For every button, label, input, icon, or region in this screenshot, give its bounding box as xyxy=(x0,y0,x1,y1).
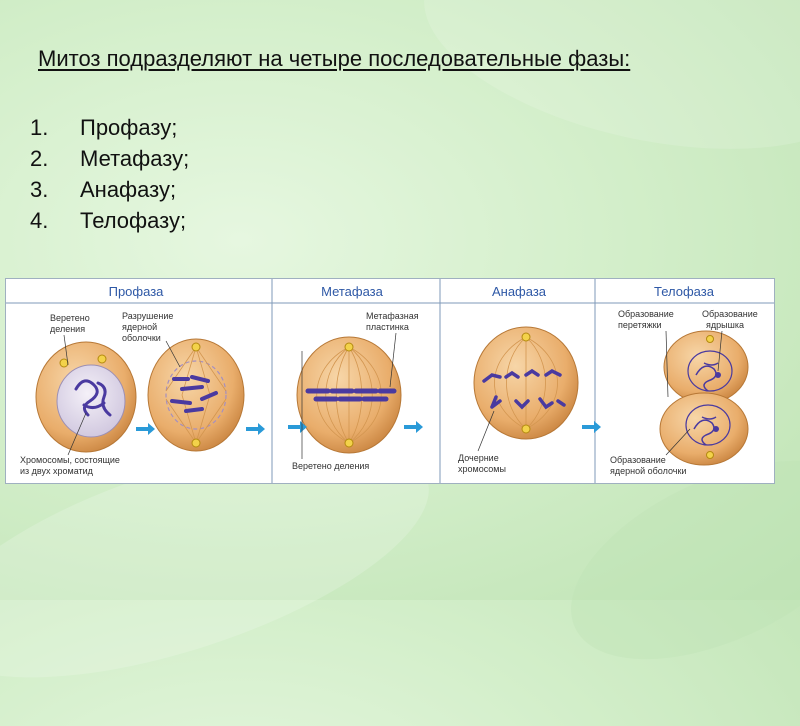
label-spindle-l2: деления xyxy=(50,324,86,334)
label-spindle-l1: Веретено xyxy=(50,313,90,323)
nucleolus xyxy=(713,426,719,432)
list-item xyxy=(30,112,189,143)
mitosis-figure xyxy=(5,278,775,484)
centrosome xyxy=(192,343,200,351)
list-item xyxy=(30,174,189,205)
label-constriction-l2: перетяжки xyxy=(618,320,662,330)
label-spindle-full: Веретено деления xyxy=(292,461,370,471)
list-label: Профазу; xyxy=(80,115,178,140)
list-number: 4. xyxy=(30,208,49,233)
prophase-cell-2 xyxy=(148,339,244,451)
label-daughter-l1: Дочерние xyxy=(458,453,499,463)
background-leaf xyxy=(404,0,800,186)
arrow-icon xyxy=(582,421,601,433)
centrosome xyxy=(192,439,200,447)
centrosome xyxy=(345,439,353,447)
label-chromosomes-l1: Хромосомы, состоящие xyxy=(20,455,120,465)
list-label: Метафазу; xyxy=(80,146,190,171)
slide-title: Митоз подразделяют на четыре последовательные фазы: xyxy=(38,46,631,71)
label-nucleolus-l2: ядрышка xyxy=(706,320,744,330)
label-plate-l1: Метафазная xyxy=(366,311,419,321)
label-nuc-break-l2: ядерной xyxy=(122,322,158,332)
centrosome xyxy=(522,425,530,433)
prophase-cell-1 xyxy=(36,342,136,452)
list-item xyxy=(30,205,189,236)
header-metaphase: Метафаза xyxy=(321,284,383,299)
centrosome xyxy=(522,333,530,341)
telophase-cells xyxy=(660,331,748,465)
header-prophase: Профаза xyxy=(108,284,164,299)
label-daughter-l2: хромосомы xyxy=(458,464,506,474)
label-nucleolus-l1: Образование xyxy=(702,309,758,319)
list-number: 3. xyxy=(30,177,49,202)
centrosome xyxy=(345,343,353,351)
centrosome xyxy=(60,359,68,367)
header-anaphase: Анафаза xyxy=(491,284,547,299)
mitosis-diagram xyxy=(6,279,774,483)
list-item xyxy=(30,143,189,174)
label-envelope-l2: ядерной оболочки xyxy=(610,466,687,476)
label-constriction-l1: Образование xyxy=(618,309,674,319)
arrow-icon xyxy=(246,423,265,435)
label-nuc-break-l3: оболочки xyxy=(122,333,161,343)
centrosome xyxy=(98,355,106,363)
list-label: Телофазу; xyxy=(80,208,187,233)
arrow-icon xyxy=(404,421,423,433)
label-envelope-l1: Образование xyxy=(610,455,666,465)
label-plate-l2: пластинка xyxy=(366,322,409,332)
centrosome xyxy=(707,452,714,459)
list-number: 2. xyxy=(30,146,49,171)
phase-list xyxy=(30,112,189,236)
list-number: 1. xyxy=(30,115,49,140)
label-chromosomes-l2: из двух хроматид xyxy=(20,466,93,476)
header-telophase: Телофаза xyxy=(654,284,714,299)
nucleolus xyxy=(715,372,721,378)
arrow-icon xyxy=(136,423,155,435)
centrosome xyxy=(707,336,714,343)
metaphase-cell xyxy=(297,337,401,453)
list-label: Анафазу; xyxy=(80,177,177,202)
label-nuc-break-l1: Разрушение xyxy=(122,311,174,321)
